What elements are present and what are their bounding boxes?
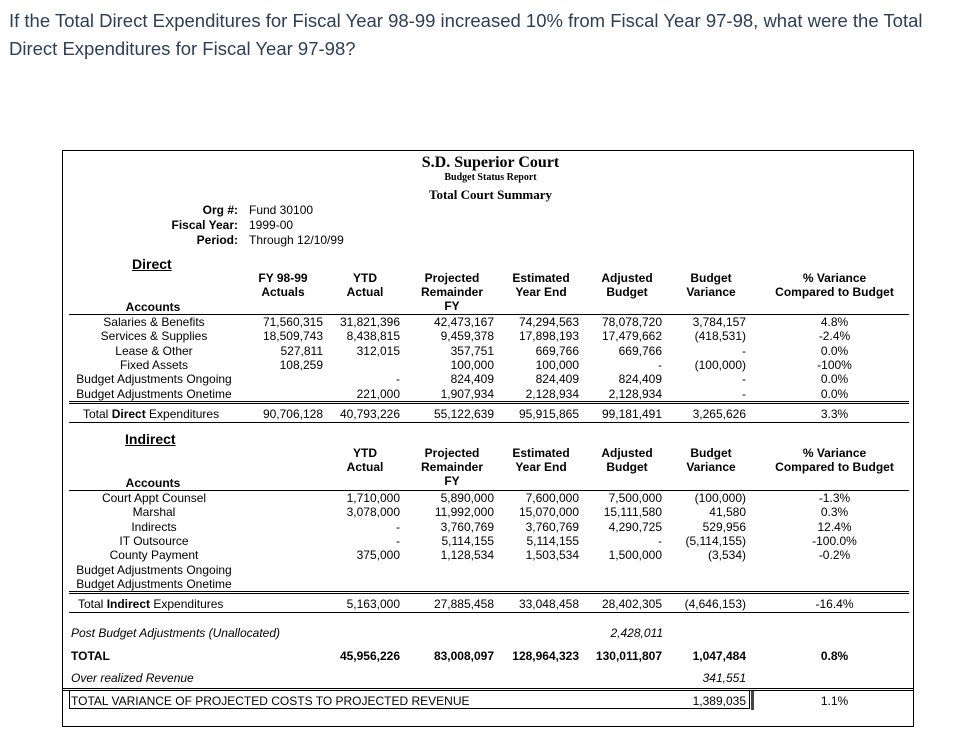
direct-row-cell: 17,479,662 xyxy=(601,329,662,344)
indirect-header-adjusted: Adjusted Budget xyxy=(601,446,653,474)
indirect-header-ytd: YTD Actual xyxy=(346,446,384,474)
over-realized-value: 341,551 xyxy=(702,671,746,685)
grand-total-cell: 128,964,323 xyxy=(512,649,579,663)
indirect-row-cell: 15,070,000 xyxy=(518,505,579,520)
indirect-row-cell: 11,992,000 xyxy=(434,505,494,520)
direct-row-cell: 100,000 xyxy=(450,357,494,372)
direct-row-cell: 74,294,563 xyxy=(518,315,579,329)
direct-row-cell: 2,128,934 xyxy=(525,386,579,401)
indirect-row-cell: (3,534) xyxy=(707,548,746,563)
indirect-row-cell: 15,111,580 xyxy=(603,505,662,520)
grand-total-label: TOTAL xyxy=(71,649,110,663)
direct-total-rule-top2 xyxy=(69,403,909,404)
indirect-row-label: IT Outsource xyxy=(119,533,189,548)
indirect-row-cell: 7,600,000 xyxy=(525,491,579,505)
indirect-row-cell: - xyxy=(396,519,400,534)
direct-row-cell: - xyxy=(658,357,662,372)
direct-row-cell: 824,409 xyxy=(535,372,579,387)
direct-total-cell: 3.3% xyxy=(820,407,849,421)
indirect-row-cell: 3,760,769 xyxy=(525,519,579,534)
org-label: Org #: xyxy=(202,203,238,217)
direct-total-cell: 95,915,865 xyxy=(518,407,579,421)
indirect-total-cell: 28,402,305 xyxy=(601,597,662,611)
direct-row-cell: 824,409 xyxy=(618,372,662,387)
direct-accounts-label: Accounts xyxy=(125,300,181,314)
indirect-row-cell: 1,128,534 xyxy=(440,548,494,563)
indirect-row-cell: 1,500,000 xyxy=(608,548,662,563)
direct-row-cell: - xyxy=(396,372,400,387)
indirect-total-cell: -16.4% xyxy=(815,597,854,611)
direct-row-cell: 42,473,167 xyxy=(433,315,494,329)
direct-row-cell: 8,438,815 xyxy=(346,329,400,344)
direct-total-cell: 90,706,128 xyxy=(262,407,323,421)
indirect-header-variance: Budget Variance xyxy=(686,446,736,474)
indirect-total-rule-top xyxy=(69,591,909,592)
variance-rule-top2 xyxy=(63,690,914,691)
direct-row-cell: 9,459,378 xyxy=(440,329,494,344)
indirect-row-cell: 0.3% xyxy=(820,505,849,520)
direct-header-pct: % Variance Compared to Budget xyxy=(775,271,894,299)
direct-row-cell: 0.0% xyxy=(820,343,849,358)
post-budget-value: 2,428,011 xyxy=(610,626,663,640)
direct-row-cell: (418,531) xyxy=(694,329,746,344)
direct-row-cell: 108,259 xyxy=(279,357,323,372)
indirect-row-label: Indirects xyxy=(131,519,177,534)
indirect-total-rule-top2 xyxy=(69,593,909,594)
indirect-row-label: Budget Adjustments Onetime xyxy=(76,576,232,591)
indirect-row-cell: 5,890,000 xyxy=(440,491,494,505)
direct-row-cell: 357,751 xyxy=(450,343,494,358)
report-title: S.D. Superior Court xyxy=(421,154,560,171)
direct-header-variance: Budget Variance xyxy=(686,271,736,299)
indirect-header-projected: Projected Remainder FY xyxy=(420,446,484,488)
post-budget-label: Post Budget Adjustments (Unallocated) xyxy=(71,626,280,640)
direct-row-cell: 669,766 xyxy=(535,343,579,358)
direct-header-estimated: Estimated Year End xyxy=(512,271,570,299)
direct-row-label: Salaries & Benefits xyxy=(103,315,205,329)
direct-row-cell: - xyxy=(742,343,746,358)
direct-total-label: Total Direct Expenditures xyxy=(83,407,220,421)
indirect-row-label: Court Appt Counsel xyxy=(101,491,207,505)
direct-row-cell: 1,907,934 xyxy=(440,386,494,401)
grand-total-cell: 83,008,097 xyxy=(433,649,494,663)
indirect-row-cell: - xyxy=(658,533,662,548)
variance-value: 1,389,035 xyxy=(692,694,746,708)
variance-pct: 1.1% xyxy=(820,694,849,708)
direct-row-cell: 527,811 xyxy=(280,343,323,358)
period-label: Period: xyxy=(196,233,238,247)
org-value: Fund 30100 xyxy=(249,203,314,217)
indirect-total-cell: (4,646,153) xyxy=(684,597,746,611)
direct-row-cell: 669,766 xyxy=(618,343,662,358)
direct-row-cell: 17,898,193 xyxy=(518,329,579,344)
grand-total-cell: 45,956,226 xyxy=(339,649,400,663)
indirect-row-cell: 12.4% xyxy=(817,519,852,534)
direct-row-label: Services & Supplies xyxy=(100,329,208,344)
direct-row-cell: 2,128,934 xyxy=(608,386,662,401)
direct-row-cell: 312,015 xyxy=(356,343,400,358)
indirect-row-label: County Payment xyxy=(109,548,199,563)
indirect-total-cell: 33,048,458 xyxy=(518,597,579,611)
direct-total-cell: 99,181,491 xyxy=(601,407,662,421)
indirect-row-cell: 1,503,534 xyxy=(525,548,579,563)
report-subtitle-2: Total Court Summary xyxy=(428,187,553,202)
indirect-row-cell: -1.3% xyxy=(818,491,851,505)
indirect-row-cell: 1,710,000 xyxy=(346,491,400,505)
direct-header-projected: Projected Remainder FY xyxy=(420,271,484,313)
indirect-row-cell: 3,078,000 xyxy=(346,505,400,520)
direct-row-cell: - xyxy=(742,386,746,401)
variance-box-left xyxy=(69,691,70,708)
variance-label: TOTAL VARIANCE OF PROJECTED COSTS TO PROJECTED REVENUE xyxy=(71,694,470,708)
indirect-row-cell: -0.2% xyxy=(818,548,851,563)
direct-row-label: Lease & Other xyxy=(115,343,193,358)
variance-rule-top xyxy=(63,688,914,689)
direct-heading: Direct xyxy=(132,256,172,272)
indirect-row-cell: 5,114,155 xyxy=(441,533,494,548)
over-realized-label: Over realized Revenue xyxy=(71,671,194,685)
direct-total-cell: 55,122,639 xyxy=(433,407,494,421)
indirect-row-cell: 529,956 xyxy=(702,519,746,534)
fiscal-year-label: Fiscal Year: xyxy=(171,218,238,232)
variance-box-shadow xyxy=(751,691,754,710)
direct-total-rule-bottom xyxy=(69,422,909,423)
grand-total-cell: 130,011,807 xyxy=(595,649,662,663)
direct-row-cell: 0.0% xyxy=(820,386,849,401)
indirect-header-estimated: Estimated Year End xyxy=(512,446,570,474)
direct-row-cell: 71,560,315 xyxy=(262,315,323,329)
direct-row-cell: 4.8% xyxy=(820,315,849,329)
direct-row-label: Budget Adjustments Ongoing xyxy=(76,372,232,387)
indirect-row-cell: - xyxy=(396,533,400,548)
direct-row-label: Budget Adjustments Onetime xyxy=(76,386,232,401)
grand-total-cell: 0.8% xyxy=(820,649,849,663)
indirect-row-cell: 7,500,000 xyxy=(608,491,662,505)
indirect-row-cell: 41,580 xyxy=(709,505,746,520)
direct-header-fy9899: FY 98-99 Actuals xyxy=(258,271,308,299)
indirect-row-cell: 4,290,725 xyxy=(608,519,662,534)
direct-row-cell: 824,409 xyxy=(450,372,494,387)
indirect-total-cell: 5,163,000 xyxy=(346,597,400,611)
direct-total-cell: 3,265,626 xyxy=(692,407,746,421)
direct-row-cell: 18,509,743 xyxy=(262,329,323,344)
indirect-row-label: Budget Adjustments Ongoing xyxy=(76,562,232,577)
indirect-row-cell: -100.0% xyxy=(812,533,857,548)
variance-rule-bottom xyxy=(69,708,750,709)
variance-box-right xyxy=(749,691,750,708)
direct-row-label: Fixed Assets xyxy=(119,357,189,372)
indirect-total-cell: 27,885,458 xyxy=(433,597,494,611)
direct-row-cell: -2.4% xyxy=(818,329,851,344)
indirect-row-label: Marshal xyxy=(132,505,176,520)
indirect-row-cell: (5,114,155) xyxy=(685,533,746,548)
direct-row-cell: - xyxy=(742,372,746,387)
indirect-row-cell: 375,000 xyxy=(356,548,400,563)
direct-row-cell: 100,000 xyxy=(535,357,579,372)
direct-total-cell: 40,793,226 xyxy=(339,407,400,421)
indirect-row-cell: 3,760,769 xyxy=(440,519,494,534)
direct-row-cell: 221,000 xyxy=(356,386,400,401)
direct-row-cell: (100,000) xyxy=(694,357,746,372)
indirect-header-pct: % Variance Compared to Budget xyxy=(775,446,894,474)
indirect-total-label: Total Indirect Expenditures xyxy=(78,597,224,611)
question-text: If the Total Direct Expenditures for Fiscal Year 98-99 increased 10% from Fiscal Year 97-98, what were the Total Direct Expenditures for Fiscal Year 97-98? xyxy=(9,10,923,59)
fiscal-year-value: 1999-00 xyxy=(249,218,294,232)
direct-row-cell: 31,821,396 xyxy=(339,315,400,329)
indirect-row-cell: 5,114,155 xyxy=(526,533,579,548)
indirect-accounts-label: Accounts xyxy=(125,476,181,490)
direct-header-adjusted: Adjusted Budget xyxy=(601,271,653,299)
grand-total-cell: 1,047,484 xyxy=(692,649,746,663)
indirect-row-cell: (100,000) xyxy=(694,491,746,505)
period-value: Through 12/10/99 xyxy=(249,233,344,247)
direct-row-cell: 0.0% xyxy=(820,372,849,387)
indirect-total-rule-bottom xyxy=(69,612,909,613)
direct-total-rule-top xyxy=(69,401,909,402)
budget-report xyxy=(62,150,914,727)
direct-row-cell: -100% xyxy=(817,357,852,372)
direct-row-cell: 78,078,720 xyxy=(601,315,662,329)
report-subtitle: Budget Status Report xyxy=(444,172,537,183)
direct-row-cell: 3,784,157 xyxy=(692,315,746,329)
indirect-heading: Indirect xyxy=(125,431,176,447)
direct-header-ytd: YTD Actual xyxy=(346,271,384,299)
